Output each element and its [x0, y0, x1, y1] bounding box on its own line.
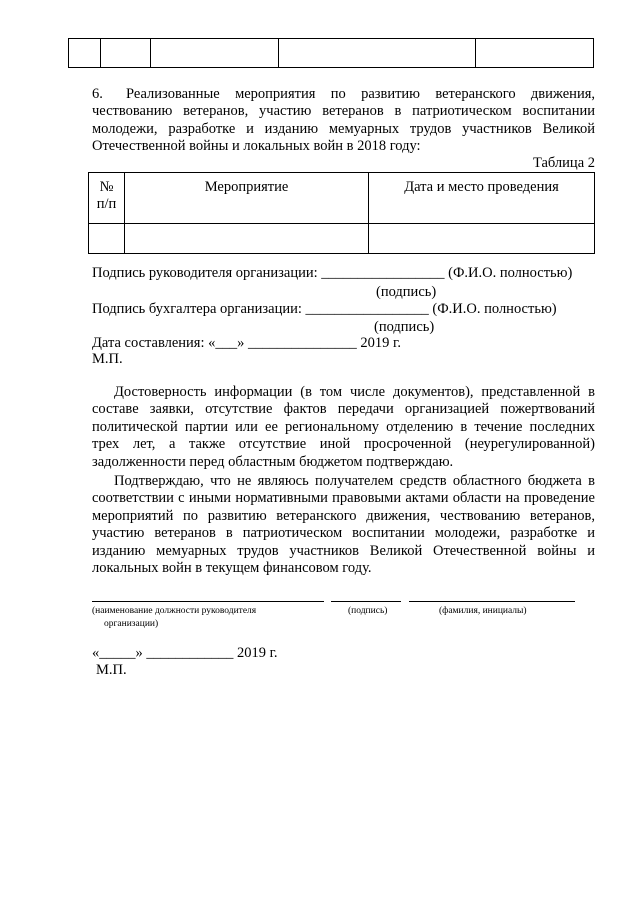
- previous-table-fragment: [68, 38, 594, 68]
- table-cell: [125, 224, 369, 254]
- table-row: [69, 39, 594, 68]
- table-cell: [69, 39, 101, 68]
- section-text: Реализованные мероприятия по развитию ветеранского движения, чествованию ветеранов, участию ветеранов в патриотическом воспитании молодежи, разработке и изданию мемуарных трудов участников Великой Отечественной войны и локальных войн в 2018 году:: [92, 86, 595, 155]
- accountant-signature-hint: (подпись): [374, 319, 435, 335]
- stamp-placeholder: М.П.: [92, 351, 123, 367]
- confirmation-paragraph-2: Подтверждаю, что не являюсь получателем средств областного бюджета в соответствии с иными нормативными правовыми актами области на проведение мероприятий по развитию ветеранского движения, чествованию ветеранов, участию ветеранов в патриотическом воспитании молодежи, разработке и изданию мемуарных трудов участников Великой Отечественной войны и локальных войн в текущем финансовом году.: [92, 473, 595, 577]
- footer-date-line: «_____» ____________ 2019 г.: [92, 645, 278, 661]
- table-cell: [89, 224, 125, 254]
- col-header-event: Мероприятие: [125, 173, 369, 224]
- head-signature-line: Подпись руководителя организации: _________________ (Ф.И.О. полностью): [92, 265, 573, 281]
- head-signature-hint: (подпись): [376, 284, 437, 300]
- position-hint-line2: организации): [104, 619, 159, 629]
- position-hint-line1: (наименование должности руководителя: [92, 606, 257, 616]
- signature-hint: (подпись): [348, 606, 388, 616]
- section-6-paragraph: [92, 86, 595, 156]
- section-number: 6.: [92, 86, 103, 102]
- col-header-number-line2: п/п: [96, 196, 117, 212]
- confirmation-paragraph-1: Достоверность информации (в том числе документов), представленной в составе заявки, отсутствие фактов передачи организацией пожертвований политической партии или ее региональному отделению в течение последних трех лет, а также отсутствие иной просроченной (неурегулированной) задолженности перед областным бюджетом подтверждаю.: [92, 384, 595, 470]
- footer-stamp-placeholder: М.П.: [96, 662, 127, 678]
- table-cell: [101, 39, 151, 68]
- table-header-row: [89, 173, 595, 224]
- col-header-number: [89, 173, 125, 224]
- table-cell: [279, 39, 476, 68]
- name-line: [409, 601, 575, 602]
- table-caption: Таблица 2: [532, 155, 595, 171]
- table-cell: [476, 39, 594, 68]
- table-cell: [369, 224, 595, 254]
- table-cell: [151, 39, 279, 68]
- col-header-date-place: Дата и место проведения: [369, 173, 595, 224]
- table-row: [89, 224, 595, 254]
- compile-date-line: Дата составления: «___» _______________ 2019 г.: [92, 335, 401, 351]
- events-table: [88, 172, 595, 254]
- col-header-number-line1: №: [99, 179, 114, 195]
- name-hint: (фамилия, инициалы): [439, 606, 527, 616]
- signature-line: [331, 601, 401, 602]
- position-line: [92, 601, 324, 602]
- accountant-signature-line: Подпись бухгалтера организации: _________________ (Ф.И.О. полностью): [92, 301, 557, 317]
